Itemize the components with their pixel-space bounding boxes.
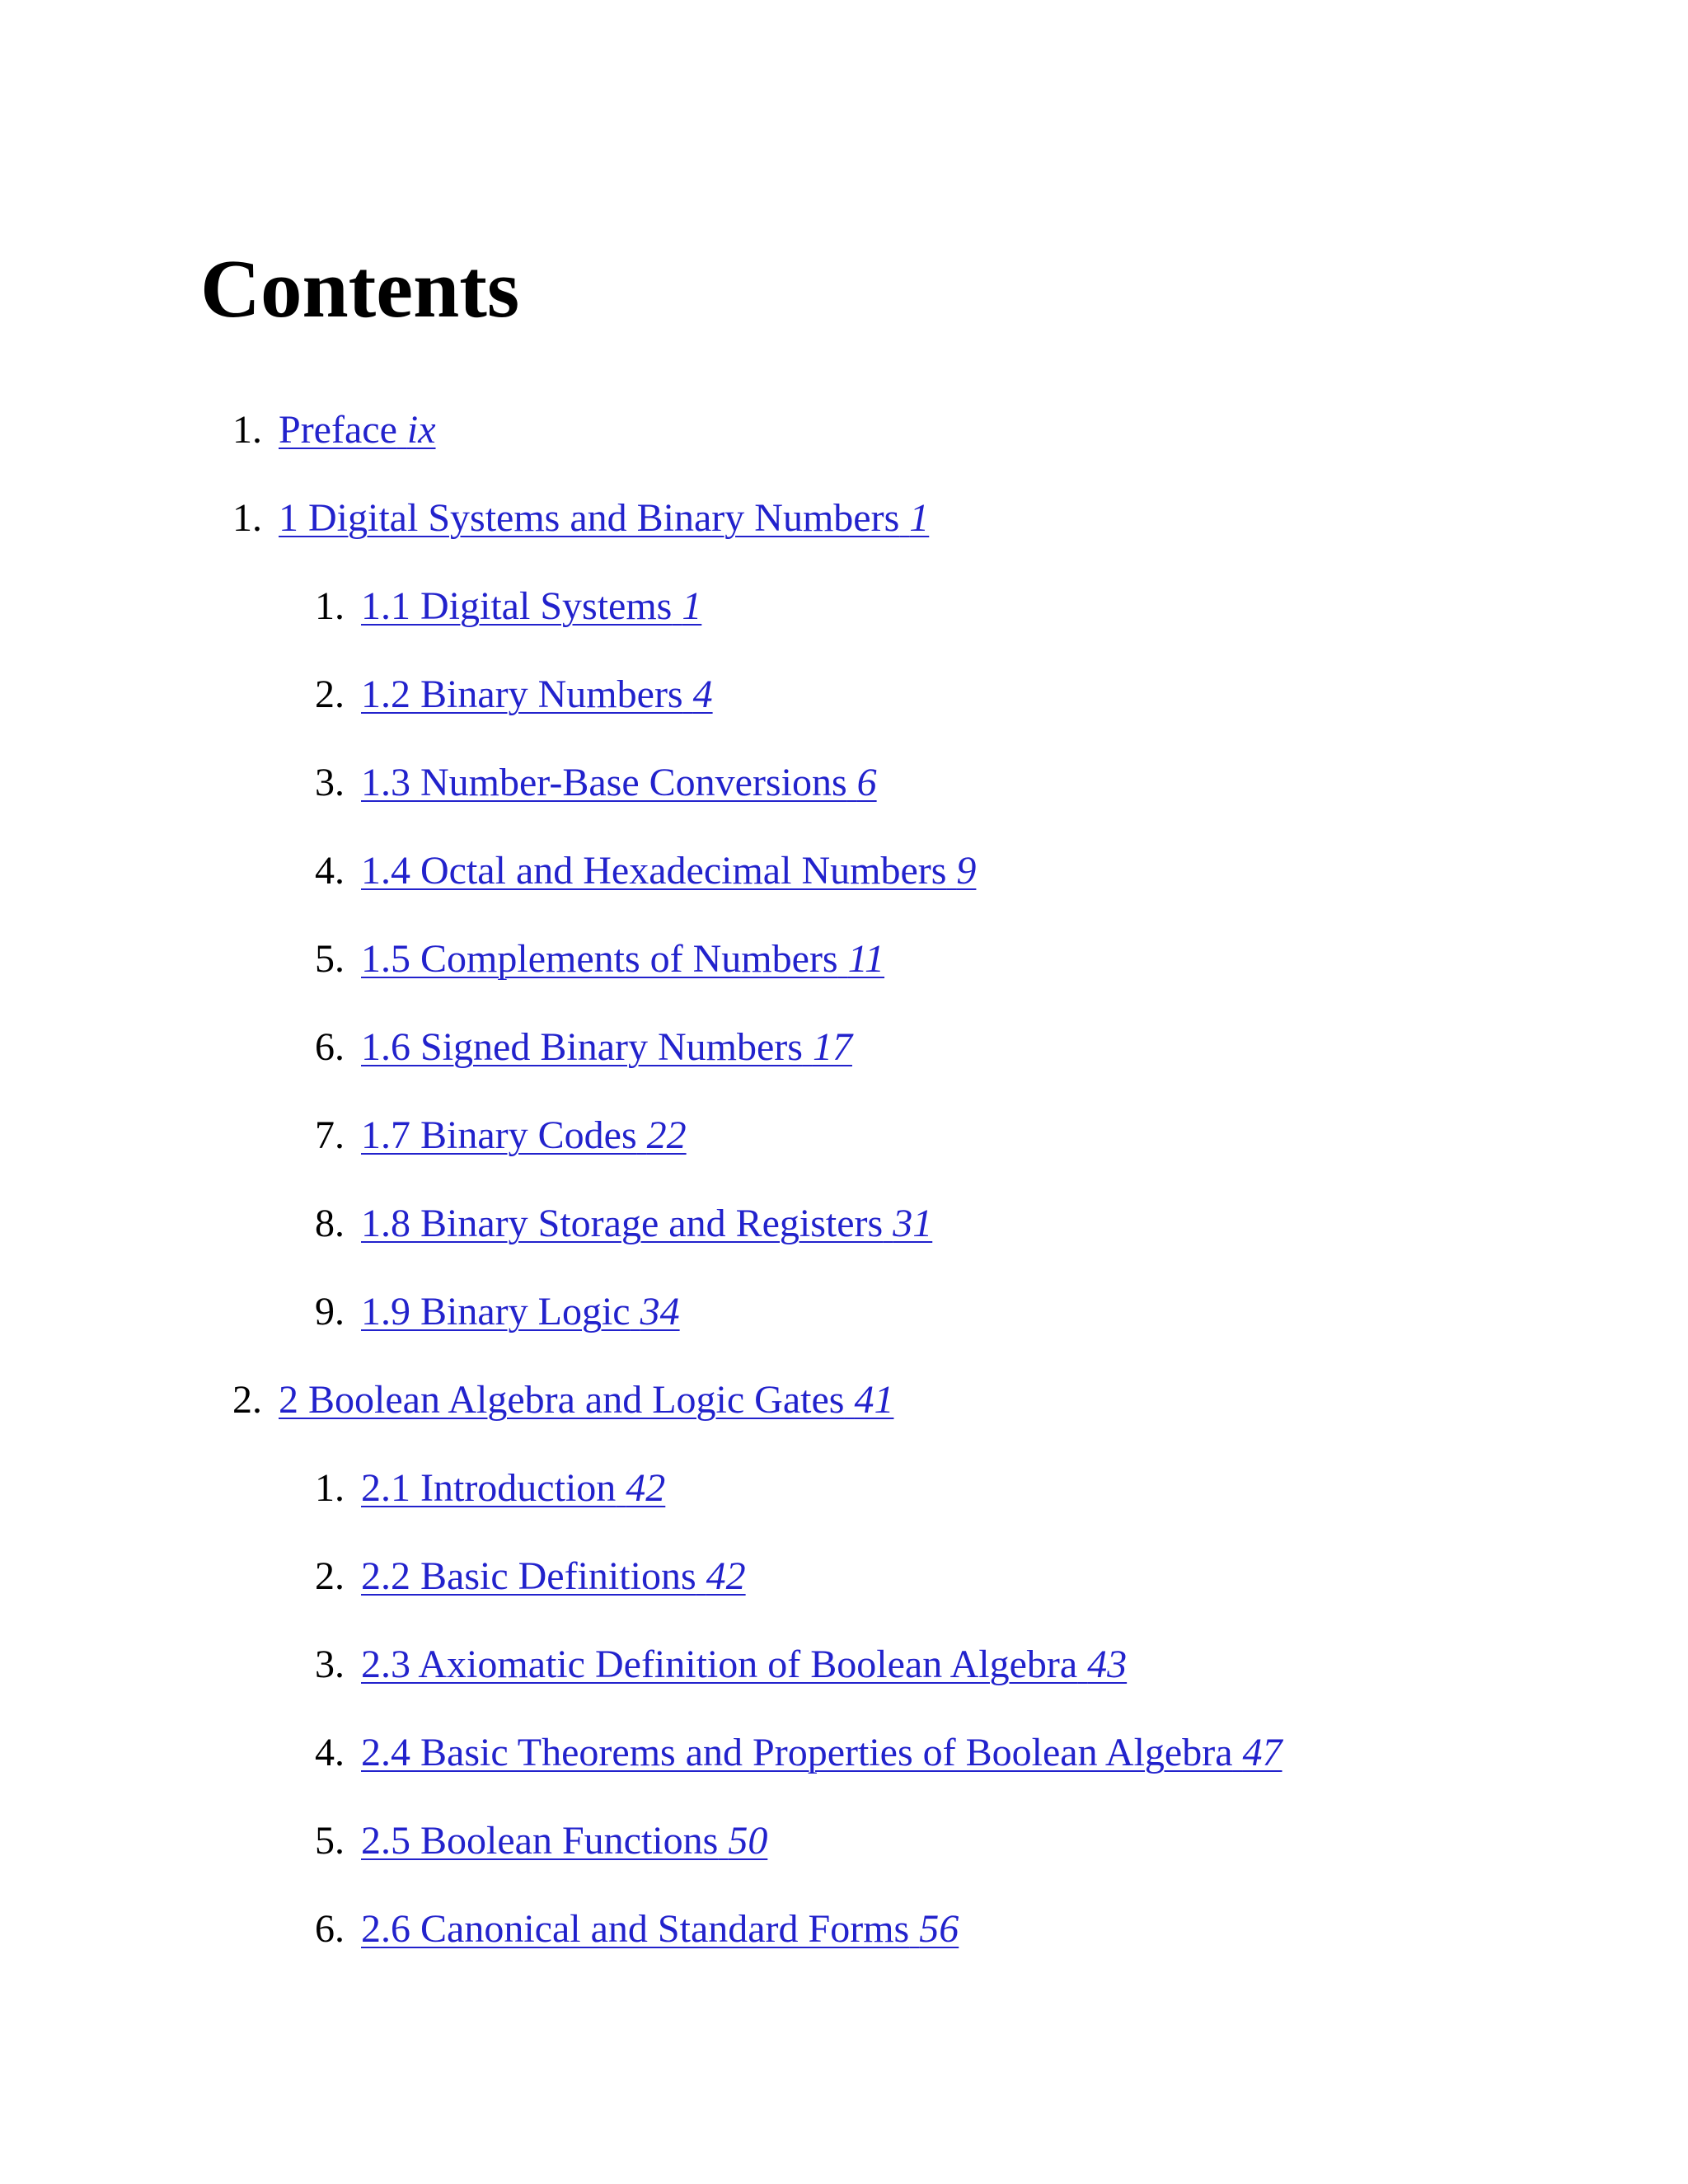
toc-link-label: 1.6 Signed Binary Numbers bbox=[361, 1025, 803, 1069]
toc-page-number: 47 bbox=[1242, 1731, 1282, 1774]
toc-link-label: 2.5 Boolean Functions bbox=[361, 1819, 719, 1863]
toc-link-2-6[interactable] bbox=[361, 1907, 959, 1951]
toc-link-label: 1.2 Binary Numbers bbox=[361, 673, 683, 716]
toc-link-1-8[interactable] bbox=[361, 1204, 932, 1244]
toc-entry-number: 6. bbox=[315, 1907, 345, 1951]
toc-entry-number: 2. bbox=[315, 1554, 345, 1598]
toc-entry-2-6 bbox=[262, 1900, 959, 1949]
toc-entry-number: 7. bbox=[315, 1113, 345, 1157]
toc-entry-1-9 bbox=[262, 1282, 680, 1332]
toc-link-label: 2.6 Canonical and Standard Forms bbox=[361, 1907, 910, 1951]
toc-link-label: Preface bbox=[279, 408, 397, 452]
toc-link-2-5[interactable] bbox=[361, 1821, 767, 1861]
toc-entry-number: 9. bbox=[315, 1290, 345, 1333]
toc-entry-number: 5. bbox=[315, 1819, 345, 1863]
toc-entry-2-5 bbox=[262, 1811, 767, 1861]
toc-entry-number: 1. bbox=[315, 1466, 345, 1510]
toc-entry-number: 6. bbox=[315, 1025, 345, 1069]
toc-link-label: 2.4 Basic Theorems and Properties of Boolean Algebra bbox=[361, 1731, 1233, 1774]
toc-page-number: 42 bbox=[626, 1466, 666, 1510]
toc-page-number: 43 bbox=[1087, 1643, 1128, 1686]
toc-page-number: 17 bbox=[812, 1025, 852, 1069]
toc-link-label: 1.1 Digital Systems bbox=[361, 584, 673, 628]
toc-entry-1-3 bbox=[262, 753, 877, 803]
toc-page-number: 6 bbox=[856, 761, 877, 804]
toc-entry-number: 4. bbox=[315, 849, 345, 893]
toc-page-number: ix bbox=[406, 408, 436, 452]
toc-link-2-2[interactable] bbox=[361, 1554, 746, 1598]
toc-page-number: 50 bbox=[728, 1819, 768, 1863]
toc-link-1-4[interactable] bbox=[361, 851, 976, 891]
toc-link-1-3[interactable] bbox=[361, 763, 877, 803]
toc-link-1-6[interactable] bbox=[361, 1025, 852, 1069]
toc-page-number: 1 bbox=[909, 496, 930, 540]
toc-entry-number: 4. bbox=[315, 1731, 345, 1774]
toc-page-number: 56 bbox=[919, 1907, 959, 1951]
toc-entry-chapter-2 bbox=[180, 1371, 893, 1420]
toc-link-preface[interactable] bbox=[279, 410, 436, 450]
toc-entry-preface bbox=[180, 401, 436, 450]
toc-entry-2-2 bbox=[262, 1547, 746, 1596]
toc-link-label: 1.9 Binary Logic bbox=[361, 1290, 631, 1333]
toc-link-label: 1.3 Number-Base Conversions bbox=[361, 761, 847, 804]
toc-page-number: 22 bbox=[646, 1113, 687, 1157]
toc-entry-1-2 bbox=[262, 665, 713, 715]
toc-link-label: 1.5 Complements of Numbers bbox=[361, 937, 838, 981]
toc-link-chapter-2[interactable] bbox=[279, 1380, 893, 1420]
toc-page-number: 11 bbox=[847, 937, 885, 981]
toc-entry-1-7 bbox=[262, 1106, 687, 1155]
toc-entry-number: 1. bbox=[315, 584, 345, 628]
toc-entry-number: 3. bbox=[315, 761, 345, 804]
toc-entry-1-6 bbox=[262, 1018, 852, 1067]
toc-entry-1-1 bbox=[262, 577, 701, 626]
toc-link-label: 2.3 Axiomatic Definition of Boolean Algebra bbox=[361, 1643, 1078, 1686]
toc-entry-1-5 bbox=[262, 930, 884, 979]
toc-page-number: 34 bbox=[640, 1290, 680, 1333]
toc-entry-number: 5. bbox=[315, 937, 345, 981]
toc-entry-number: 1. bbox=[232, 408, 262, 452]
toc-link-label: 1 Digital Systems and Binary Numbers bbox=[279, 496, 900, 540]
toc-link-label: 1.8 Binary Storage and Registers bbox=[361, 1202, 884, 1245]
toc-entry-1-8 bbox=[262, 1194, 932, 1244]
page-title: Contents bbox=[200, 242, 520, 335]
toc-page-number: 41 bbox=[854, 1378, 894, 1422]
toc-link-label: 2.2 Basic Definitions bbox=[361, 1554, 696, 1598]
toc-entry-number: 3. bbox=[315, 1643, 345, 1686]
toc-entry-1-4 bbox=[262, 841, 976, 891]
toc-entry-number: 2. bbox=[232, 1378, 262, 1422]
toc-link-chapter-1[interactable] bbox=[279, 496, 930, 540]
toc-link-1-2[interactable] bbox=[361, 675, 713, 715]
toc-page-number: 42 bbox=[706, 1554, 746, 1598]
toc-entry-chapter-1 bbox=[180, 489, 929, 538]
toc-link-2-3[interactable] bbox=[361, 1645, 1127, 1685]
toc-page-number: 31 bbox=[893, 1202, 933, 1245]
toc-page-number: 9 bbox=[956, 849, 977, 893]
toc-link-2-4[interactable] bbox=[361, 1733, 1282, 1773]
toc-entry-2-1 bbox=[262, 1459, 665, 1508]
toc-link-label: 1.7 Binary Codes bbox=[361, 1113, 637, 1157]
toc-entry-2-3 bbox=[262, 1635, 1127, 1685]
toc-entry-number: 2. bbox=[315, 673, 345, 716]
toc-entry-number: 1. bbox=[232, 496, 262, 540]
toc-link-1-1[interactable] bbox=[361, 584, 702, 628]
toc-entry-2-4 bbox=[262, 1723, 1282, 1773]
toc-link-label: 1.4 Octal and Hexadecimal Numbers bbox=[361, 849, 947, 893]
toc-link-1-7[interactable] bbox=[361, 1113, 687, 1157]
toc-link-label: 2 Boolean Algebra and Logic Gates bbox=[279, 1378, 845, 1422]
toc-link-label: 2.1 Introduction bbox=[361, 1466, 617, 1510]
toc-entry-number: 8. bbox=[315, 1202, 345, 1245]
toc-link-1-9[interactable] bbox=[361, 1292, 680, 1332]
toc-page-number: 1 bbox=[682, 584, 702, 628]
toc-page-number: 4 bbox=[692, 673, 713, 716]
toc-link-2-1[interactable] bbox=[361, 1466, 666, 1510]
toc-link-1-5[interactable] bbox=[361, 937, 885, 981]
